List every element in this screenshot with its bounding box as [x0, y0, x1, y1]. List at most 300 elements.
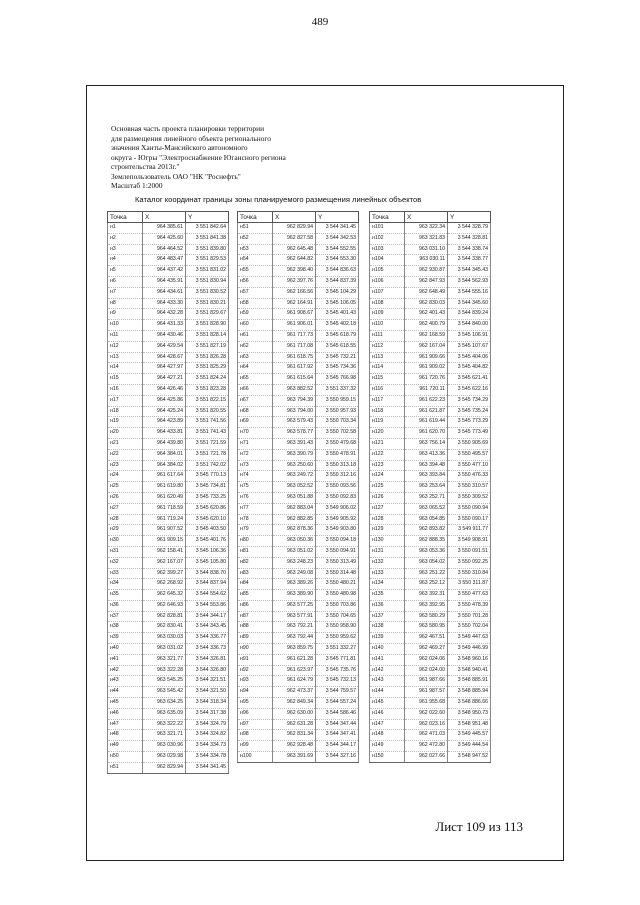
table-row: [108, 611, 229, 622]
table-row: [108, 438, 229, 449]
point-cell: н28: [108, 514, 143, 525]
point-cell: н59: [238, 309, 273, 320]
point-cell: н58: [238, 298, 273, 309]
point-cell: н32: [108, 557, 143, 568]
table-row: [370, 546, 491, 557]
table-header-row: [108, 212, 229, 223]
point-cell: н79: [238, 525, 273, 536]
point-cell: н98: [238, 730, 273, 741]
x-cell: 962 930.87: [405, 266, 448, 277]
table-row: [238, 600, 359, 611]
x-cell: 963 756.14: [405, 438, 448, 449]
y-cell: 3 550 702.58: [316, 428, 359, 439]
point-cell: н145: [370, 698, 405, 709]
point-cell: н106: [370, 276, 405, 287]
x-cell: 962 400.79: [405, 320, 448, 331]
y-cell: 3 544 341.45: [186, 762, 229, 773]
y-cell: 3 550 091.51: [448, 546, 491, 557]
point-cell: н11: [108, 330, 143, 341]
y-cell: 3 551 332.27: [316, 644, 359, 655]
point-cell: н18: [108, 406, 143, 417]
x-cell: 961 620.49: [143, 492, 186, 503]
point-cell: н113: [370, 352, 405, 363]
table-row: [370, 395, 491, 406]
table-row: [370, 341, 491, 352]
y-cell: 3 551 841.38: [186, 233, 229, 244]
point-cell: н63: [238, 352, 273, 363]
coordinates-table-3: [369, 211, 491, 763]
y-cell: 3 551 823.28: [186, 384, 229, 395]
y-cell: 3 551 830.94: [186, 276, 229, 287]
point-cell: н39: [108, 633, 143, 644]
x-cell: 963 054.02: [405, 557, 448, 568]
x-cell: 962 888.35: [405, 536, 448, 547]
y-cell: 3 550 310.84: [448, 568, 491, 579]
table-row: [108, 525, 229, 536]
point-cell: н51: [238, 223, 273, 234]
page-number: 489: [311, 16, 329, 28]
y-cell: 3 550 957.93: [316, 406, 359, 417]
x-cell: 963 051.88: [273, 492, 316, 503]
x-cell: 961 717.73: [273, 330, 316, 341]
x-cell: 962 168.59: [405, 330, 448, 341]
y-cell: 3 544 344.17: [316, 741, 359, 752]
table-row: [108, 492, 229, 503]
table-row: [238, 460, 359, 471]
x-cell: 962 469.27: [405, 644, 448, 655]
x-cell: 963 251.22: [405, 568, 448, 579]
y-cell: 3 548 885.94: [448, 687, 491, 698]
table-row: [238, 223, 359, 234]
x-cell: 961 621.87: [405, 406, 448, 417]
table-row: [370, 600, 491, 611]
table-row: [370, 698, 491, 709]
point-cell: н42: [108, 665, 143, 676]
y-cell: 3 551 741.43: [186, 428, 229, 439]
table-row: [108, 341, 229, 352]
x-cell: 961 955.68: [405, 698, 448, 709]
y-cell: 3 545 618.55: [316, 341, 359, 352]
y-cell: 3 545 403.50: [186, 525, 229, 536]
point-cell: н134: [370, 579, 405, 590]
table-row: [238, 482, 359, 493]
y-cell: 3 550 092.25: [448, 557, 491, 568]
table-row: [108, 719, 229, 730]
x-cell: 964 427.97: [143, 363, 186, 374]
y-cell: 3 550 477.10: [448, 460, 491, 471]
table-row: [108, 741, 229, 752]
x-cell: 963 794.00: [273, 406, 316, 417]
table-row: [370, 384, 491, 395]
table-row: [238, 719, 359, 730]
table-row: [370, 406, 491, 417]
table-row: [238, 698, 359, 709]
y-cell: 3 544 334.78: [186, 752, 229, 763]
y-cell: 3 545 735.24: [448, 406, 491, 417]
x-cell: 963 635.09: [143, 708, 186, 719]
point-cell: н88: [238, 622, 273, 633]
y-cell: 3 545 620.10: [186, 514, 229, 525]
point-cell: н51: [108, 762, 143, 773]
point-cell: н120: [370, 428, 405, 439]
table-row: [238, 492, 359, 503]
point-cell: н83: [238, 568, 273, 579]
point-cell: н43: [108, 676, 143, 687]
x-cell: 963 577.91: [273, 611, 316, 622]
x-cell: 964 464.52: [143, 244, 186, 255]
table-row: [370, 320, 491, 331]
table-row: [370, 352, 491, 363]
x-cell: 963 391.43: [273, 438, 316, 449]
y-cell: 3 545 622.16: [448, 384, 491, 395]
table-row: [108, 320, 229, 331]
point-cell: н34: [108, 579, 143, 590]
y-cell: 3 550 480.98: [316, 590, 359, 601]
y-cell: 3 544 336.77: [186, 633, 229, 644]
point-cell: н38: [108, 622, 143, 633]
y-cell: 3 550 701.28: [448, 611, 491, 622]
x-cell: 962 401.43: [405, 309, 448, 320]
x-cell: 962 023.16: [405, 719, 448, 730]
x-cell: 963 322.22: [143, 719, 186, 730]
point-cell: н125: [370, 482, 405, 493]
y-cell: 3 544 344.17: [186, 611, 229, 622]
point-cell: н8: [108, 298, 143, 309]
y-cell: 3 545 735.76: [316, 665, 359, 676]
y-cell: 3 545 404.82: [448, 363, 491, 374]
y-cell: 3 551 828.90: [186, 320, 229, 331]
table-row: [370, 255, 491, 266]
x-cell: 962 830.41: [143, 622, 186, 633]
x-cell: 962 630.00: [273, 708, 316, 719]
x-cell: 963 050.36: [273, 536, 316, 547]
y-cell: 3 551 829.53: [186, 255, 229, 266]
column-header-x: X: [143, 212, 186, 223]
x-cell: 963 859.75: [273, 644, 316, 655]
table-row: [238, 633, 359, 644]
point-cell: н20: [108, 428, 143, 439]
y-cell: 3 545 104.29: [316, 287, 359, 298]
table-row: [108, 223, 229, 234]
y-cell: 3 550 314.48: [316, 568, 359, 579]
point-cell: н66: [238, 384, 273, 395]
y-cell: 3 550 309.52: [448, 492, 491, 503]
point-cell: н6: [108, 276, 143, 287]
y-cell: 3 550 313.49: [316, 557, 359, 568]
point-cell: н13: [108, 352, 143, 363]
table-row: [238, 352, 359, 363]
table-row: [370, 514, 491, 525]
x-cell: 961 908.67: [273, 309, 316, 320]
point-cell: н40: [108, 644, 143, 655]
point-cell: н129: [370, 525, 405, 536]
table-row: [108, 255, 229, 266]
y-cell: 3 545 773.49: [448, 428, 491, 439]
table-row: [238, 665, 359, 676]
point-cell: н71: [238, 438, 273, 449]
x-cell: 961 623.97: [273, 665, 316, 676]
x-cell: 963 321.71: [143, 730, 186, 741]
table-row: [238, 568, 359, 579]
point-cell: н142: [370, 665, 405, 676]
y-cell: 3 544 347.41: [316, 730, 359, 741]
point-cell: н48: [108, 730, 143, 741]
x-cell: 964 384.02: [143, 460, 186, 471]
x-cell: 961 909.15: [143, 536, 186, 547]
point-cell: н86: [238, 600, 273, 611]
y-cell: 3 544 343.45: [186, 622, 229, 633]
point-cell: н147: [370, 719, 405, 730]
x-cell: 963 389.90: [273, 590, 316, 601]
table-row: [370, 730, 491, 741]
x-cell: 963 392.95: [405, 600, 448, 611]
y-cell: 3 544 839.24: [448, 309, 491, 320]
point-cell: н136: [370, 600, 405, 611]
y-cell: 3 545 106.05: [316, 298, 359, 309]
y-cell: 3 544 836.63: [316, 266, 359, 277]
y-cell: 3 544 318.34: [186, 698, 229, 709]
table-row: [238, 266, 359, 277]
table-row: [108, 363, 229, 374]
x-cell: 962 829.94: [143, 762, 186, 773]
table-row: [370, 438, 491, 449]
point-cell: н22: [108, 449, 143, 460]
y-cell: 3 550 090.17: [448, 514, 491, 525]
point-cell: н137: [370, 611, 405, 622]
point-cell: н36: [108, 600, 143, 611]
x-cell: 961 617.64: [143, 471, 186, 482]
table-row: [370, 503, 491, 514]
y-cell: 3 544 342.53: [316, 233, 359, 244]
y-cell: 3 544 321.50: [186, 687, 229, 698]
y-cell: 3 548 885.91: [448, 676, 491, 687]
x-cell: 964 433.81: [143, 428, 186, 439]
x-cell: 963 031.02: [143, 644, 186, 655]
y-cell: 3 551 825.29: [186, 363, 229, 374]
table-row: [370, 633, 491, 644]
y-cell: 3 549 903.80: [316, 525, 359, 536]
table-row: [370, 471, 491, 482]
table-row: [370, 460, 491, 471]
table-row: [108, 568, 229, 579]
table-row: [108, 752, 229, 763]
table-row: [238, 276, 359, 287]
x-cell: 961 720.11: [405, 384, 448, 395]
y-cell: 3 551 829.67: [186, 309, 229, 320]
table-row: [238, 374, 359, 385]
y-cell: 3 551 721.78: [186, 449, 229, 460]
point-cell: н116: [370, 384, 405, 395]
point-cell: н47: [108, 719, 143, 730]
table-row: [108, 654, 229, 665]
x-cell: 964 425.24: [143, 406, 186, 417]
x-cell: 962 472.80: [405, 741, 448, 752]
point-cell: н99: [238, 741, 273, 752]
sheet-number: Лист 109 из 113: [435, 819, 523, 834]
point-cell: н23: [108, 460, 143, 471]
y-cell: 3 545 106.91: [448, 330, 491, 341]
table-row: [238, 233, 359, 244]
y-cell: 3 544 555.16: [448, 287, 491, 298]
x-cell: 962 847.93: [405, 276, 448, 287]
x-cell: 962 027.66: [405, 752, 448, 763]
point-cell: н41: [108, 654, 143, 665]
point-cell: н90: [238, 644, 273, 655]
point-cell: н124: [370, 471, 405, 482]
x-cell: 962 398.40: [273, 266, 316, 277]
catalog-title: Каталог координат границы зоны планируемого размещения линейных объектов: [135, 195, 422, 204]
x-cell: 962 645.48: [273, 244, 316, 255]
x-cell: 963 792.44: [273, 633, 316, 644]
point-cell: н24: [108, 471, 143, 482]
table-row: [370, 287, 491, 298]
x-cell: 963 250.60: [273, 460, 316, 471]
table-row: [108, 503, 229, 514]
point-cell: н89: [238, 633, 273, 644]
y-cell: 3 549 447.63: [448, 633, 491, 644]
point-cell: н77: [238, 503, 273, 514]
table-row: [238, 406, 359, 417]
table-row: [370, 622, 491, 633]
y-cell: 3 548 950.73: [448, 708, 491, 719]
table-row: [238, 654, 359, 665]
y-cell: 3 544 837.94: [186, 579, 229, 590]
table-row: [238, 341, 359, 352]
y-cell: 3 548 951.48: [448, 719, 491, 730]
table-row: [238, 611, 359, 622]
y-cell: 3 545 401.43: [316, 309, 359, 320]
y-cell: 3 544 759.57: [316, 687, 359, 698]
y-cell: 3 545 770.13: [186, 471, 229, 482]
y-cell: 3 545 732.21: [316, 352, 359, 363]
x-cell: 963 030.11: [405, 255, 448, 266]
point-cell: н60: [238, 320, 273, 331]
x-cell: 961 906.01: [273, 320, 316, 331]
point-cell: н2: [108, 233, 143, 244]
table-row: [108, 428, 229, 439]
x-cell: 961 621.28: [273, 654, 316, 665]
x-cell: 962 878.36: [273, 525, 316, 536]
point-cell: н115: [370, 374, 405, 385]
x-cell: 963 030.03: [143, 633, 186, 644]
header-line: для размещения линейного объекта регионального: [111, 133, 271, 143]
x-cell: 963 578.77: [273, 428, 316, 439]
x-cell: 962 167.04: [405, 341, 448, 352]
table-row: [370, 557, 491, 568]
y-cell: 3 544 334.73: [186, 741, 229, 752]
point-cell: н123: [370, 460, 405, 471]
table-row: [108, 600, 229, 611]
table-row: [108, 536, 229, 547]
table-row: [238, 384, 359, 395]
table-row: [370, 449, 491, 460]
x-cell: 964 423.89: [143, 417, 186, 428]
point-cell: н97: [238, 719, 273, 730]
point-cell: н110: [370, 320, 405, 331]
y-cell: 3 550 479.68: [316, 438, 359, 449]
y-cell: 3 544 347.44: [316, 719, 359, 730]
table-row: [370, 223, 491, 234]
y-cell: 3 544 324.79: [186, 719, 229, 730]
point-cell: н78: [238, 514, 273, 525]
x-cell: 963 029.98: [143, 752, 186, 763]
point-cell: н87: [238, 611, 273, 622]
column-header-point: Точка: [108, 212, 143, 223]
table-row: [370, 233, 491, 244]
y-cell: 3 550 093.56: [316, 482, 359, 493]
y-cell: 3 544 562.93: [448, 276, 491, 287]
point-cell: н82: [238, 557, 273, 568]
table-row: [370, 741, 491, 752]
y-cell: 3 551 822.15: [186, 395, 229, 406]
point-cell: н140: [370, 644, 405, 655]
point-cell: н49: [108, 741, 143, 752]
point-cell: н52: [238, 233, 273, 244]
table-row: [238, 471, 359, 482]
x-cell: 962 158.41: [143, 546, 186, 557]
y-cell: 3 550 480.21: [316, 579, 359, 590]
x-cell: 962 883.04: [273, 503, 316, 514]
y-cell: 3 544 840.00: [448, 320, 491, 331]
y-cell: 3 545 734.36: [316, 363, 359, 374]
table-row: [108, 384, 229, 395]
point-cell: н67: [238, 395, 273, 406]
point-cell: н101: [370, 223, 405, 234]
x-cell: 963 413.36: [405, 449, 448, 460]
coordinates-table-1: [107, 211, 229, 774]
x-cell: 964 429.54: [143, 341, 186, 352]
point-cell: н54: [238, 255, 273, 266]
x-cell: 962 830.03: [405, 298, 448, 309]
point-cell: н17: [108, 395, 143, 406]
x-cell: 963 052.52: [273, 482, 316, 493]
y-cell: 3 550 959.62: [316, 633, 359, 644]
y-cell: 3 550 478.91: [316, 449, 359, 460]
y-cell: 3 544 586.46: [316, 708, 359, 719]
x-cell: 963 792.21: [273, 622, 316, 633]
table-row: [238, 298, 359, 309]
column-header-y: Y: [448, 212, 491, 223]
y-cell: 3 545 401.76: [186, 536, 229, 547]
column-header-y: Y: [186, 212, 229, 223]
x-cell: 962 644.82: [273, 255, 316, 266]
point-cell: н131: [370, 546, 405, 557]
x-cell: 962 024.00: [405, 665, 448, 676]
y-cell: 3 545 402.18: [316, 320, 359, 331]
point-cell: н72: [238, 449, 273, 460]
point-cell: н57: [238, 287, 273, 298]
point-cell: н74: [238, 471, 273, 482]
x-cell: 963 249.08: [273, 568, 316, 579]
point-cell: н45: [108, 698, 143, 709]
point-cell: н100: [238, 752, 273, 763]
table-row: [238, 536, 359, 547]
table-row: [238, 363, 359, 374]
column-header-x: X: [405, 212, 448, 223]
table-row: [238, 287, 359, 298]
y-cell: 3 551 828.14: [186, 330, 229, 341]
coordinates-table-2: [237, 211, 359, 763]
y-cell: 3 549 445.57: [448, 730, 491, 741]
x-cell: 962 827.58: [273, 233, 316, 244]
y-cell: 3 545 732.13: [316, 676, 359, 687]
y-cell: 3 544 338.77: [448, 255, 491, 266]
table-row: [238, 622, 359, 633]
x-cell: 964 430.46: [143, 330, 186, 341]
x-cell: 961 620.70: [405, 428, 448, 439]
y-cell: 3 544 317.38: [186, 708, 229, 719]
y-cell: 3 545 773.29: [448, 417, 491, 428]
